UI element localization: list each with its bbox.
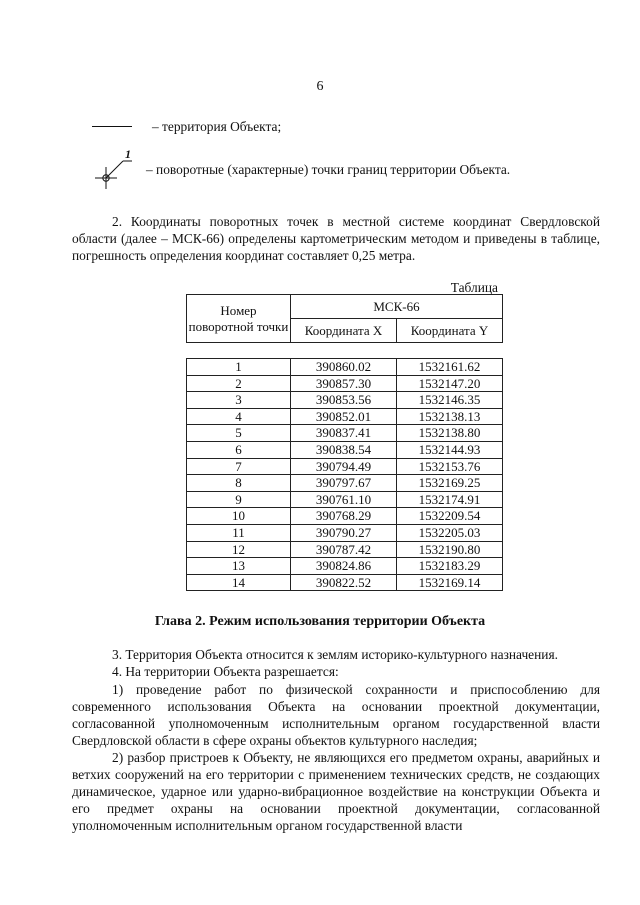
cell-coordinate-x: 390794.49 bbox=[291, 458, 397, 475]
table-row bbox=[187, 458, 503, 475]
cell-coordinate-y: 1532138.80 bbox=[397, 425, 503, 442]
cell-coordinate-y: 1532174.91 bbox=[397, 491, 503, 508]
table-row bbox=[187, 541, 503, 558]
cell-point-number: 14 bbox=[187, 574, 291, 591]
table-row bbox=[187, 425, 503, 442]
cell-point-number: 11 bbox=[187, 524, 291, 541]
cell-coordinate-x: 390824.86 bbox=[291, 558, 397, 575]
cell-coordinate-x: 390790.27 bbox=[291, 524, 397, 541]
boundary-point-symbol-icon bbox=[92, 146, 142, 192]
cell-point-number: 13 bbox=[187, 558, 291, 575]
boundary-point-symbol-number: 1 bbox=[125, 147, 131, 161]
cell-coordinate-x: 390761.10 bbox=[291, 491, 397, 508]
cell-point-number: 3 bbox=[187, 392, 291, 409]
cell-coordinate-x: 390797.67 bbox=[291, 475, 397, 492]
cell-coordinate-x: 390822.52 bbox=[291, 574, 397, 591]
paragraph-2: 2. Координаты поворотных точек в местной системе координат Свердловской области (далее – МСК-66) определены картометрическим методом и приведены в таблице, погрешность определения координат составляет 0,25 метра. bbox=[72, 214, 600, 263]
legend-territory bbox=[92, 118, 281, 135]
table-row bbox=[187, 408, 503, 425]
cell-coordinate-y: 1532147.20 bbox=[397, 375, 503, 392]
cell-coordinate-y: 1532183.29 bbox=[397, 558, 503, 575]
cell-coordinate-y: 1532138.13 bbox=[397, 408, 503, 425]
cell-coordinate-y: 1532190.80 bbox=[397, 541, 503, 558]
table-row bbox=[187, 491, 503, 508]
cell-coordinate-y: 1532161.62 bbox=[397, 359, 503, 376]
cell-coordinate-y: 1532169.14 bbox=[397, 574, 503, 591]
cell-point-number: 4 bbox=[187, 408, 291, 425]
paragraph-3: 3. Территория Объекта относится к землям историко-культурного назначения. bbox=[112, 647, 558, 662]
table-row bbox=[187, 558, 503, 575]
table-row bbox=[187, 359, 503, 376]
cell-coordinate-x: 390853.56 bbox=[291, 392, 397, 409]
legend-points bbox=[92, 146, 510, 192]
table-row bbox=[187, 441, 503, 458]
cell-point-number: 1 bbox=[187, 359, 291, 376]
legend-territory-text: – территория Объекта; bbox=[152, 119, 282, 134]
cell-point-number: 12 bbox=[187, 541, 291, 558]
cell-coordinate-x: 390768.29 bbox=[291, 508, 397, 525]
table-row bbox=[187, 508, 503, 525]
cell-coordinate-x: 390860.02 bbox=[291, 359, 397, 376]
cell-point-number: 10 bbox=[187, 508, 291, 525]
territory-line-symbol bbox=[92, 126, 132, 127]
cell-coordinate-x: 390837.41 bbox=[291, 425, 397, 442]
table-row bbox=[187, 574, 503, 591]
cell-coordinate-x: 390787.42 bbox=[291, 541, 397, 558]
cell-coordinate-y: 1532209.54 bbox=[397, 508, 503, 525]
cell-coordinate-x: 390857.30 bbox=[291, 375, 397, 392]
cell-point-number: 2 bbox=[187, 375, 291, 392]
cell-point-number: 9 bbox=[187, 491, 291, 508]
paragraph-4: 4. На территории Объекта разрешается: bbox=[112, 664, 339, 679]
cell-point-number: 7 bbox=[187, 458, 291, 475]
cell-coordinate-y: 1532153.76 bbox=[397, 458, 503, 475]
cell-coordinate-y: 1532146.35 bbox=[397, 392, 503, 409]
cell-point-number: 8 bbox=[187, 475, 291, 492]
table-row bbox=[187, 375, 503, 392]
chapter-title: Глава 2. Режим использования территории Объекта bbox=[154, 614, 486, 629]
coordinates-table-header bbox=[186, 294, 503, 343]
list-item-1: 1) проведение работ по физической сохранности и приспособлению для современного использования Объекта на основании проектной документации, согласованной уполномоченным исполнительным органом государственной власти Свердловской области в сфере охраны объектов культурного наследия; bbox=[72, 682, 600, 748]
header-coordinate-x: Координата X bbox=[291, 319, 397, 343]
cell-coordinate-y: 1532169.25 bbox=[397, 475, 503, 492]
cell-coordinate-y: 1532144.93 bbox=[397, 441, 503, 458]
coordinates-table-body bbox=[187, 359, 503, 591]
cell-point-number: 6 bbox=[187, 441, 291, 458]
page-number: 6 bbox=[316, 79, 324, 94]
list-item-2: 2) разбор пристроев к Объекту, не являющихся его предметом охраны, аварийных и ветхих сооружений на его территории с применением технических средств, не создающих динамическое, ударное или ударно-вибрационное воздействие на конструкции Объекта и его предмет охраны на основании проектной документации, согласованной уполномоченным исполнительным органом государственной власти bbox=[72, 750, 600, 833]
header-coordinate-y: Координата Y bbox=[397, 319, 503, 343]
legend-points-text: – поворотные (характерные) точки границ территории Объекта. bbox=[146, 161, 511, 177]
cell-coordinate-y: 1532205.03 bbox=[397, 524, 503, 541]
table-caption: Таблица bbox=[450, 280, 498, 295]
table-row bbox=[187, 392, 503, 409]
table-row bbox=[187, 524, 503, 541]
header-point-number: Номер поворотной точки bbox=[187, 295, 291, 343]
header-coordinate-system: МСК-66 bbox=[291, 295, 503, 319]
cell-coordinate-x: 390852.01 bbox=[291, 408, 397, 425]
coordinates-table bbox=[186, 358, 503, 591]
table-row bbox=[187, 475, 503, 492]
cell-point-number: 5 bbox=[187, 425, 291, 442]
cell-coordinate-x: 390838.54 bbox=[291, 441, 397, 458]
